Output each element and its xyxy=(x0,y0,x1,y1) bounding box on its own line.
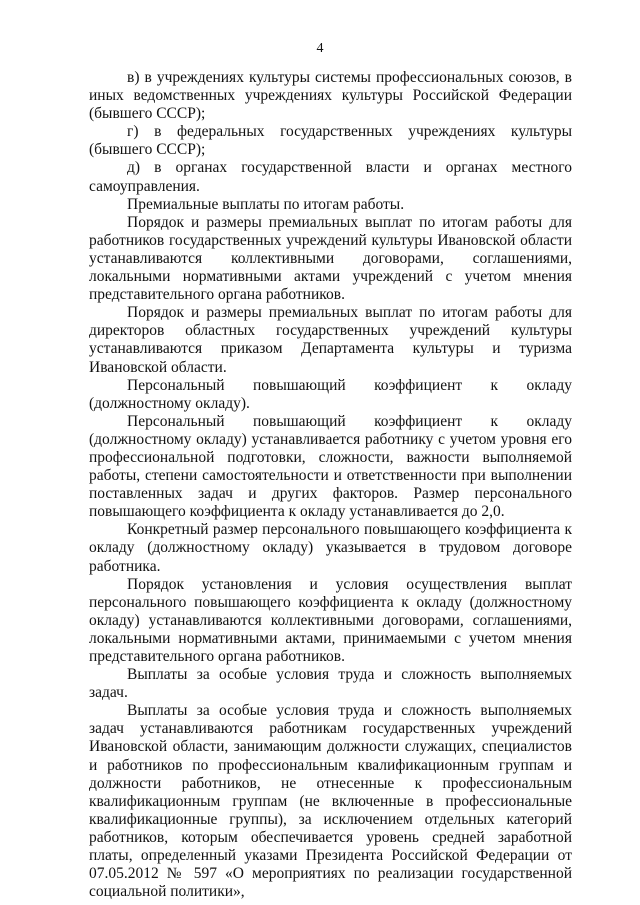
paragraph-item-d: д) в органах государственной власти и органах местного самоуправления. xyxy=(89,159,572,195)
paragraph-coefficient-criteria: Персональный повышающий коэффициент к окладу (должностному окладу) устанавливается работнику с учетом уровня его профессиональной подготовки, сложности, важности выполняемой работы, степени самостоятельности и ответственности при выполнении поставленных задач и других факторов. Размер персонального повышающего коэффициента к окладу устанавливается до 2,0. xyxy=(89,412,572,521)
section-heading-bonus: Премиальные выплаты по итогам работы. xyxy=(127,195,405,213)
paragraph-bonus-workers: Порядок и размеры премиальных выплат по итогам работы для работников государственных учреждений культуры Ивановской области устанавливаются коллективными договорами, соглашениями, локальными нормативными актами учреждений с учетом мнения представительного органа работников. xyxy=(89,213,572,304)
paragraph-item-g: г) в федеральных государственных учреждениях культуры (бывшего СССР); xyxy=(89,123,572,159)
paragraph-special-conditions: Выплаты за особые условия труда и сложность выполняемых задач устанавливаются работникам государственных учреждений Ивановской области, занимающим должности служащих, специалистов и работников по профессиональным квалификационным группам и должности работников, не отнесенные к профессиональным квалификационным группам (не включенные в профессиональные квалификационные группы), за исключением отдельных категорий работников, которым обеспечивается уровень средней заработной платы, определенный указами Президента Российской Федерации от 07.05.2012 № 597 «О мероприятиях по реализации государственной социальной политики», xyxy=(89,702,572,901)
document-body xyxy=(89,69,572,901)
paragraph-coefficient-procedure: Порядок установления и условия осуществления выплат персонального повышающего коэффициента к окладу (должностному окладу) устанавливаются коллективными договорами, соглашениями, локальными нормативными актами, принимаемыми с учетом мнения представительного органа работников. xyxy=(89,575,572,665)
paragraph-coefficient-contract: Конкретный размер персонального повышающего коэффициента к окладу (должностному окладу) указывается в трудовом договоре работника. xyxy=(89,521,572,575)
paragraph-bonus-directors: Порядок и размеры премиальных выплат по итогам работы для директоров областных государственных учреждений культуры устанавливаются приказом Департамента культуры и туризма Ивановской области. xyxy=(89,304,572,376)
section-heading-special-conditions: Выплаты за особые условия труда и сложность выполняемых задач. xyxy=(89,666,572,702)
paragraph-item-v: в) в учреждениях культуры системы профессиональных союзов, в иных ведомственных учреждениях культуры Российской Федерации (бывшего СССР); xyxy=(89,69,572,123)
page-number: 4 xyxy=(316,41,324,56)
section-heading-coefficient: Персональный повышающий коэффициент к окладу (должностному окладу). xyxy=(89,376,572,412)
